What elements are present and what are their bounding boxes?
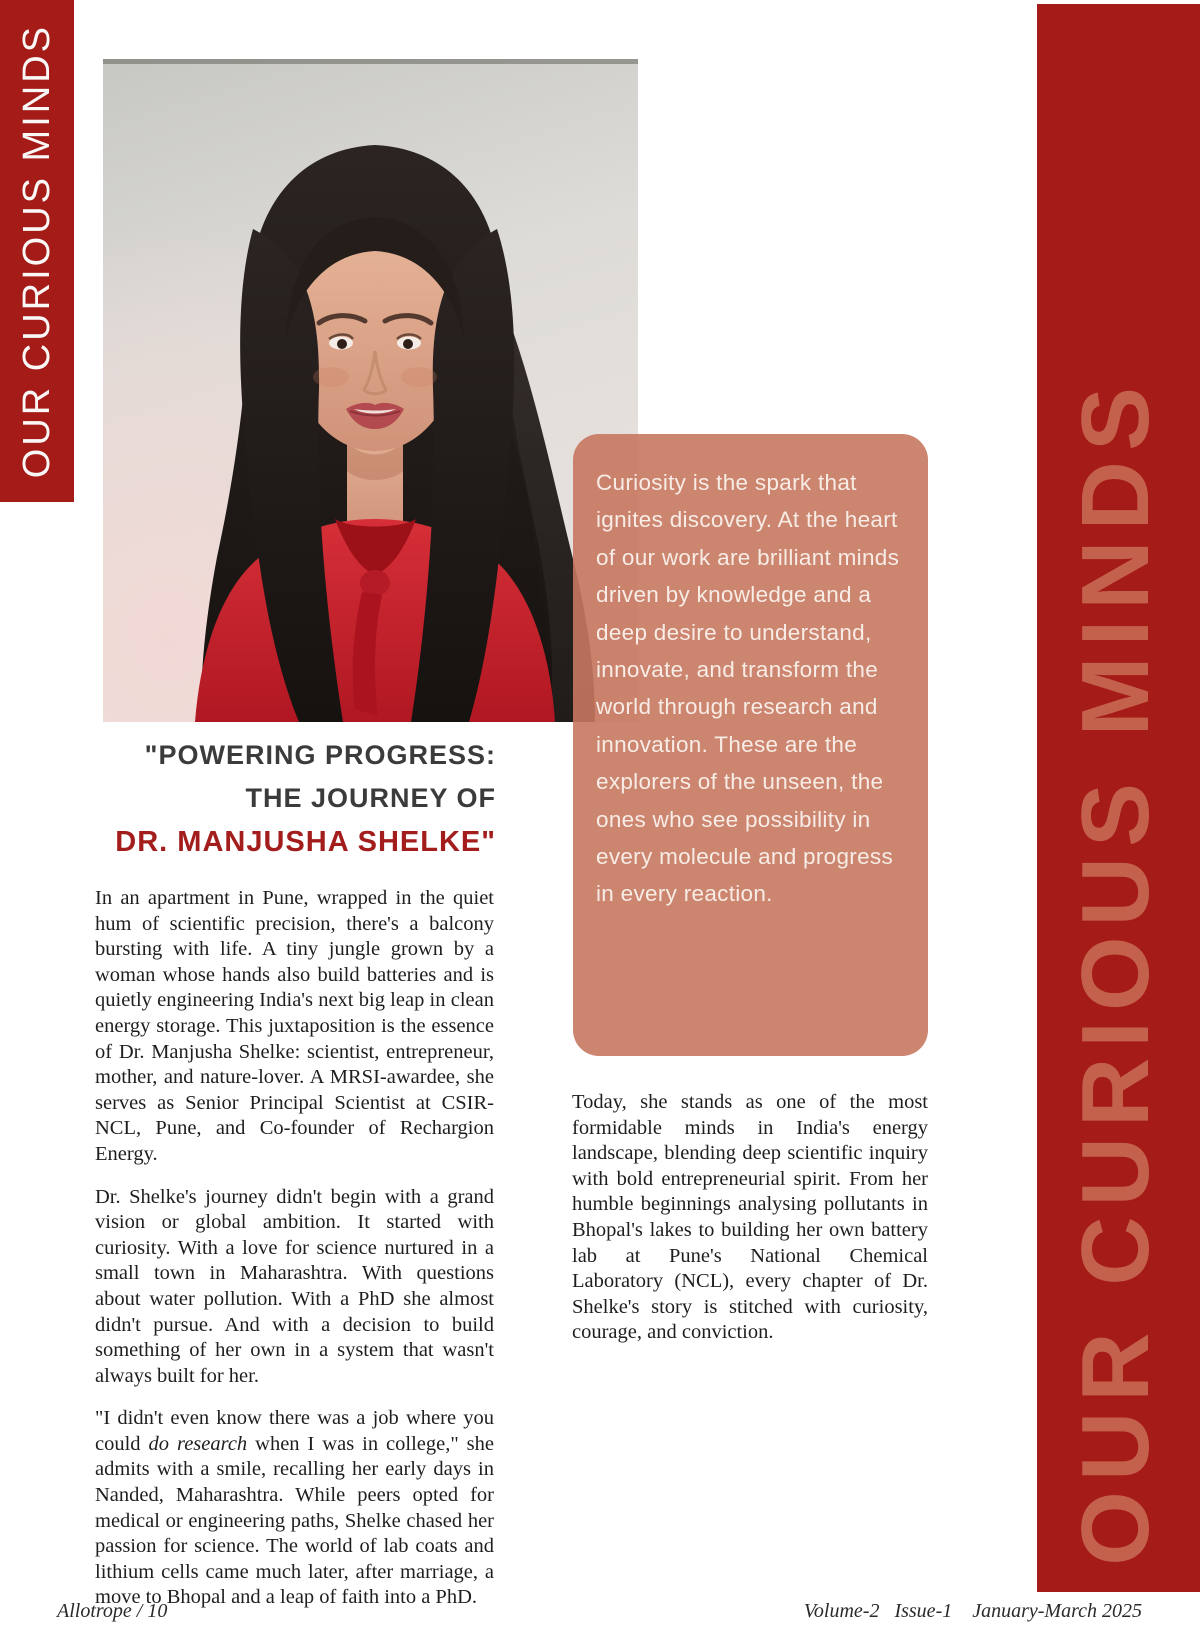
right-banner <box>1037 4 1200 1592</box>
paragraph-2: Dr. Shelke's journey didn't begin with a grand vision or global ambition. It started with curiosity. With a love for science nurtured in a small town in Maharashtra. With questions about water pollution. With a PhD she almost didn't pursue. And with a decision to build something of her own in a system that wasn't always built for her. <box>95 1185 494 1387</box>
article-title-line2: THE JOURNEY OF <box>245 783 496 813</box>
paragraph-3-italic: do research <box>148 1432 248 1455</box>
article-title <box>95 734 496 865</box>
body-column-right <box>572 1090 928 1363</box>
article-title-line3: DR. MANJUSHA SHELKE" <box>115 826 496 858</box>
left-banner <box>0 0 74 502</box>
paragraph-3 <box>95 1406 494 1611</box>
paragraph-3-lead: "I didn't even know there was a job where you could <box>95 1407 494 1455</box>
article-title-line1: "POWERING PROGRESS: <box>144 740 496 770</box>
paragraph-3-rest: when I was in college," she admits with a smile, recalling her early days in Nanded, Maharashtra. While peers opted for medical or engineering paths, Shelke chased her passion for science. The world of lab coats and lithium cells came much later, after marriage, a move to Bhopal and a leap of faith into a PhD. <box>95 1432 494 1609</box>
pull-quote-text: Curiosity is the spark that ignites discovery. At the heart of our work are brilliant minds driven by knowledge and a deep desire to understand, innovate, and transform the world through research and innovation. These are the explorers of the unseen, the ones who see possibility in every molecule and progress in every reaction. <box>596 470 900 907</box>
portrait-photo <box>103 59 638 722</box>
body-column-left <box>95 886 494 1628</box>
right-banner-label: OUR CURIOUS MINDS <box>1061 377 1169 1566</box>
paragraph-4: Today, she stands as one of the most formidable minds in India's energy landscape, blending deep scientific inquiry with bold entrepreneurial spirit. From her humble beginnings analysing pollutants in Bhopal's lakes to building her own battery lab at Pune's National Chemical Laboratory (NCL), every chapter of Dr. Shelke's story is stitched with curiosity, courage, and conviction. <box>572 1091 928 1344</box>
paragraph-1: In an apartment in Pune, wrapped in the quiet hum of scientific precision, there's a balcony bursting with life. A tiny jungle grown by a woman whose hands also build batteries and is quietly engineering India's next big leap in clean energy storage. This juxtaposition is the essence of Dr. Manjusha Shelke: scientist, entrepreneur, mother, and nature-lover. A MRSI-awardee, she serves as Senior Principal Scientist at CSIR-NCL, Pune, and Co-founder of Rechargion Energy. <box>95 887 494 1165</box>
left-banner-label: OUR CURIOUS MINDS <box>16 23 58 479</box>
footer-publication-page: Allotrope / 10 <box>57 1600 168 1622</box>
footer-volume-issue: Volume-2 Issue-1 January-March 2025 <box>803 1600 1142 1622</box>
pull-quote-box <box>573 434 928 1056</box>
